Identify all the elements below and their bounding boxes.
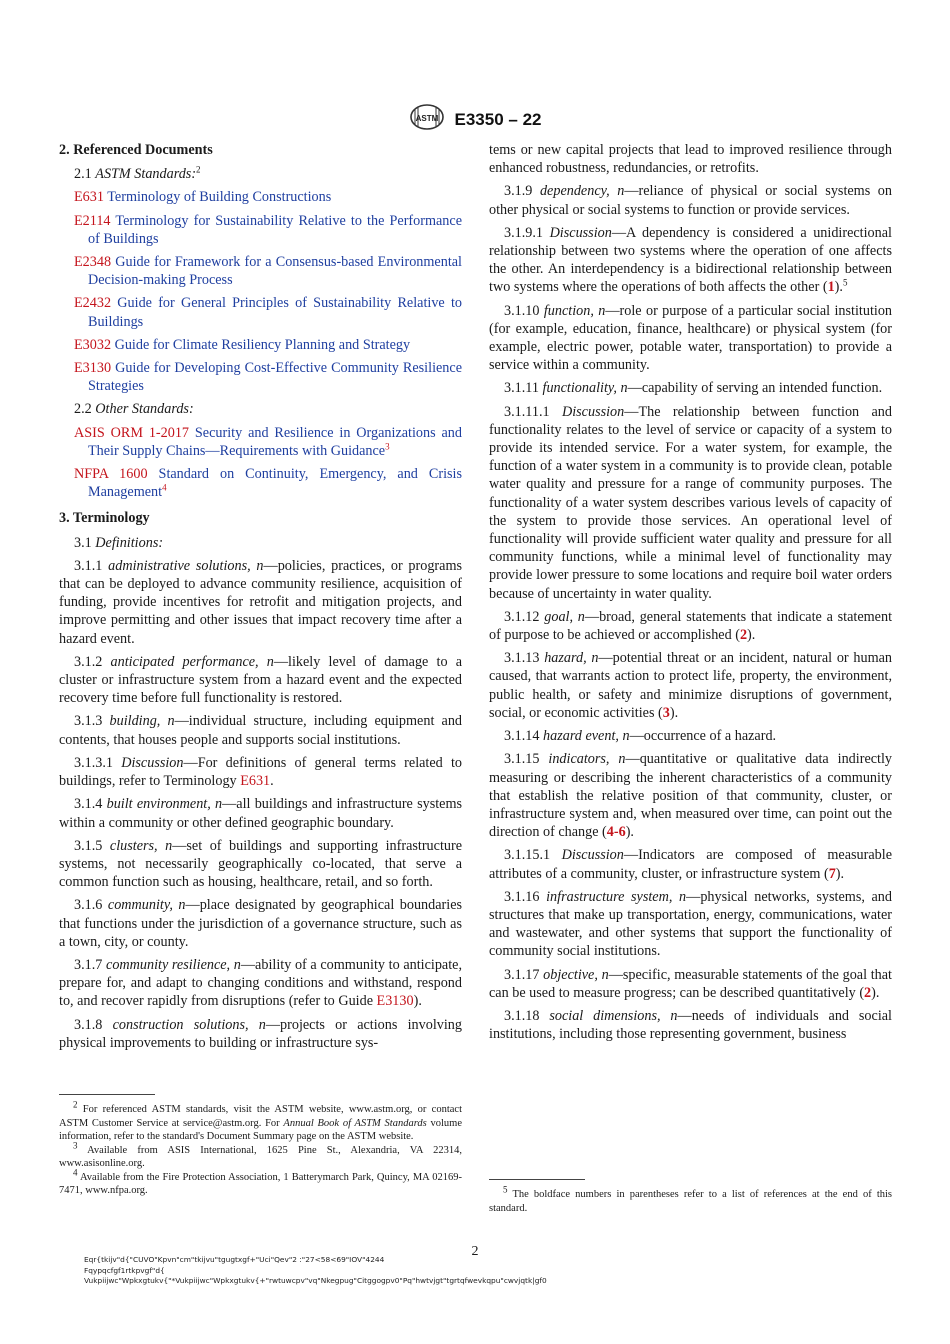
section-heading-terminology: 3. Terminology [59,510,150,527]
definition-term: building, n [109,713,175,730]
footnote-text: The boldface numbers in parentheses refer to a list of references at the end of this standard. [489,1189,892,1214]
reference-code-link[interactable]: E3032 [74,336,112,353]
definition-text: —place designated by geographical boundaries that functions under the jurisdiction of a governance structure, such as a town, city, or county. [59,897,463,950]
footnote [59,1140,462,1171]
footnotes-right [489,1184,892,1215]
definition-term: indicators, n [548,751,626,768]
footnote-text: Available from the Fire Protection Association, 1 Batterymarch Park, Quincy, MA 02169-7471, www.nfpa.org. [59,1171,462,1196]
license-line: Vukpiijwc"Wpkxgtukv{"*Vukpiijwc"Wpkxgtukv{+"rwtuwcpv"vq"Nkegpug"Citggogpv0"Pq"hwtvjgt"tgrtqfwevkqpu"cwvjqtk|gf0 [84,1276,547,1285]
definition-text-end: ). [871,984,880,1001]
definition-paragraph [489,379,892,397]
astm-ref [59,294,462,330]
standard-link[interactable]: E3130 [376,993,414,1010]
definition-text-end: ). [625,824,634,841]
definition-paragraph [59,795,462,831]
standard-link[interactable]: E631 [240,773,271,790]
definition-term: objective, n [543,966,609,983]
definition-number: 3.1.11 [504,380,543,397]
definition-number: 3.1.5 [74,837,110,854]
other-standards-label: 2.2 Other Standards: [74,401,194,418]
definition-number: 3.1.3.1 [74,754,122,771]
definition-number: 3.1.16 [504,888,547,905]
definition-term: Discussion [561,847,624,864]
other-reference-list [59,424,462,502]
left-column [59,141,462,1057]
definition-number: 3.1.7 [74,956,107,973]
definition-number: 3.1.6 [74,897,108,914]
reference-title-link[interactable]: Guide for Framework for a Consensus-based Environmental Decision-making Process [88,254,462,289]
reference-code-link[interactable]: E3130 [74,360,112,377]
footnote-mark: 3 [73,1140,78,1150]
reference-code-link[interactable]: E2114 [74,212,111,229]
definition-paragraph [59,837,462,892]
footnote [59,1167,462,1198]
reference-code-link[interactable]: ASIS ORM 1-2017 [74,424,190,441]
definition-term: social dimensions, n [549,1007,678,1024]
definition-text: —all buildings and infrastructure systems within a community or other defined geographic boundary. [59,796,463,831]
definition-number: 3.1.9.1 [504,224,550,241]
definition-text-end: ). [747,627,756,644]
definition-paragraph [489,966,892,1002]
astm-ref [59,253,462,289]
definition-text: —reliance of physical or social systems on other physical or social systems to function or provide services. [489,183,892,218]
definition-term: Discussion [561,403,625,420]
definition-number: 3.1.10 [504,302,544,319]
definition-text: —specific, measurable statements of the goal that can be used to measure progress; can be described quantitatively ( [489,966,892,1001]
reference-title-link[interactable]: Terminology for Sustainability Relative to the Performance of Buildings [88,212,462,247]
definition-paragraph [59,653,462,708]
license-line: Fqypqcfgf1rtkpvgf"d{ [84,1265,165,1275]
definition-text: —The relationship between function and functionality relates to the level of service or capacity of a system to provide its intended service. For a water system, for example, the function of a water system in a community is to provide clean, potable water quality and pressure for a range of community purposes. The functionality of a water system describes various levels of capacity of the system to provide those services. An operational level of functionality will provide sufficient water quality and pressure for all community functions, while a minimal level of functionality may provide lower pressure to some locations and require boil water orders because of uncertainty in water quality. [489,403,892,602]
footnote-text-end: volume information, refer to the standard's Document Summary page on the ASTM website. [59,1117,462,1142]
reference-title-link[interactable]: Guide for Climate Resiliency Planning and Strategy [111,336,411,353]
astm-ref [59,188,462,206]
right-column [489,141,892,1048]
definition-term: community resilience, n [106,956,241,973]
definition-term: administrative solutions, n [108,557,264,574]
definition-text: —broad, general statements that indicate a statement of purpose to be achieved or accomplished ( [489,608,893,644]
definition-paragraph [489,224,892,297]
footnote-marker: 3 [385,441,390,452]
definition-text: —projects or actions involving physical improvements to building or infrastructure sys- [59,1016,462,1051]
definition-text-end: ). [835,865,845,882]
terms-right [489,182,892,1043]
definition-term: community, n [107,897,186,914]
footnote-rule-left [59,1094,155,1095]
definition-number: 3.1.15 [504,751,549,768]
definition-term: clusters, n [109,837,173,854]
footnote-marker: 5 [842,277,848,288]
definition-paragraph [59,557,462,648]
definition-number: 3.1.18 [504,1007,550,1024]
other-ref [59,424,462,460]
definition-text: —quantitative or qualitative data indirectly measuring or describing the inherent characteristics of a community that establish the relative position of that community, cluster, or infrastructure system and, when measured over time, can point out the direction of change ( [489,751,893,841]
footnote-italic: Annual Book of ASTM Standards [283,1117,427,1129]
definition-number: 3.1.8 [74,1016,113,1033]
definition-term: hazard event, n [543,728,630,745]
footnote-mark: 5 [503,1184,508,1195]
reference-code-link[interactable]: NFPA 1600 [74,466,148,483]
definition-text: —capability of serving an intended function. [627,380,883,397]
reference-title-link[interactable]: Guide for General Principles of Sustainability Relative to Buildings [88,295,462,330]
license-stamp [84,1255,547,1287]
definition-number: 3.1.17 [504,966,544,983]
svg-text:ASTM: ASTM [415,114,438,123]
definition-paragraph [59,712,462,748]
reference-title-link[interactable]: Terminology of Building Constructions [103,189,332,206]
definition-term: goal, n [544,608,585,625]
reference-number-link[interactable]: 3 [662,704,670,721]
definition-term: infrastructure system, n [546,888,687,905]
definition-term: functionality, n [542,380,628,397]
footnote-rule-right [489,1179,585,1180]
definition-term: dependency, n [539,183,625,200]
definition-text: —role or purpose of a particular social institution (for example, education, finance, healthcare) or physical system (for example, electric power, potable water, transportation) to provide a service within a community. [489,302,893,374]
definition-text: —potential threat or an incident, natural or human caused, that warrants action to protect life, property, the environment, public health, or safety and minimize disruptions of government, social, or economic activities ( [489,650,893,721]
footnote-marker: 4 [162,482,167,493]
reference-title-link[interactable]: Security and Resilience in Organizations and Their Supply Chains—Requirements with Guidance [88,424,462,459]
definition-number: 3.1.1 [74,557,109,574]
astm-logo-icon [409,104,445,135]
definition-number: 3.1.12 [504,608,545,625]
footnote [59,1099,462,1144]
definition-paragraph [489,750,892,841]
definition-text: —A dependency is considered a unidirectional relationship between two systems where the operation of one affects the other. An interdependency is a bidirectional relationship between two systems where the operations of both affects the other ( [489,224,892,296]
standard-designation: E3350 – 22 [454,109,542,129]
astm-ref [59,359,462,395]
definition-text: —individual structure, including equipment and contents, that houses people and supports social institutions. [59,713,463,748]
definition-text-end: . [270,773,274,790]
astm-ref [59,212,462,248]
reference-code-link[interactable]: E2348 [74,254,112,271]
definition-paragraph [489,608,892,644]
page-number: 2 [471,1244,479,1259]
definition-number: 3.1.15.1 [504,847,562,864]
definition-term: anticipated performance, n [110,653,274,670]
definition-term: function, n [543,302,606,319]
definition-number: 3.1.2 [74,653,111,670]
definition-paragraph [489,403,892,603]
definition-paragraph [489,302,892,375]
definition-number: 3.1.13 [504,650,545,667]
definition-number: 3.1.14 [504,728,544,745]
astm-ref [59,336,462,354]
definition-paragraph [59,754,462,790]
definition-text: —policies, practices, or programs that can be deployed to advance community resilience, acquisition of funding, provide incentives for retrofit and mitigation projects, and improve permitting and other issues that impact recovery time after a hazard event. [59,557,463,647]
footnote-mark: 2 [73,1099,78,1110]
definition-number: 3.1.11.1 [504,403,562,420]
definition-text: —physical networks, systems, and structures that make up transportation, energy, communications, water and wastewater, and other systems that support the functionality of community social institutions. [489,888,892,960]
footnotes-left [59,1099,462,1198]
definition-text-end: ). [834,279,843,296]
license-line: Eqr{tkijv"d{"CUVO"Kpvn"cm"tkijvu"tgugtxgf+"Uci"Qev"2 :"27<58<69"IOV"4244 [84,1255,385,1264]
definition-term: Discussion [121,754,184,771]
definition-text: —Indicators are composed of measurable attributes of a community, cluster, or infrastructure system ( [489,847,892,882]
reference-number-link[interactable]: 1 [827,279,835,296]
astm-standards-label: 2.1 ASTM Standards:$^2$ [74,164,201,183]
definition-text: —ability of a community to anticipate, prepare for, and adapt to changing conditions and withstand, respond to, and recover rapidly from disruptions (refer to Guide [59,956,463,1010]
definition-paragraph [489,846,892,882]
reference-number-link[interactable]: 2 [739,627,748,644]
footnote-text: For referenced ASTM standards, visit the ASTM website, www.astm.org, or contact ASTM Customer Service at service@astm.org. For [59,1104,462,1129]
continuation-paragraph: tems or new capital projects that lead to improved resilience through enhanced robustness, redundancies, or retrofits. [489,142,892,177]
footnote [489,1184,892,1215]
definition-number: 3.1.4 [74,796,107,813]
definition-text: —occurrence of a hazard. [629,728,777,745]
reference-code-link[interactable]: E2432 [74,295,112,312]
other-ref [59,465,462,501]
definition-paragraph [489,888,892,961]
definition-number: 3.1.9 [504,183,540,200]
definition-paragraph [59,896,462,951]
definition-text: —For definitions of general terms related to buildings, refer to Terminology [59,754,462,790]
definitions-label: 3.1 Definitions: [74,534,164,551]
definition-paragraph [59,1016,462,1052]
definition-paragraph [489,727,892,745]
section-heading-referenced-documents: 2. Referenced Documents [59,142,213,158]
definition-term: Discussion [549,224,612,241]
definition-text: —likely level of damage to a cluster or infrastructure system from a hazard event and the expected recovery time before full functionality is restored. [59,653,462,707]
definition-number: 3.1.3 [74,713,110,730]
page-header [0,104,950,135]
definition-text: —set of buildings and supporting infrastructure systems, not necessarily geographically co-located, that serve a common function such as housing, healthcare, retail, and so forth. [59,837,463,891]
definition-text-end: ). [413,993,422,1010]
definition-term: built environment, n [106,796,223,813]
definition-text: —needs of individuals and social institutions, including those representing government, business [489,1007,893,1043]
definition-term: hazard, n [544,650,599,667]
reference-title-link[interactable]: Guide for Developing Cost-Effective Community Resilience Strategies [88,360,462,395]
definition-paragraph [59,956,462,1011]
reference-code-link[interactable]: E631 [74,189,104,206]
definition-paragraph [489,649,892,722]
reference-number-link[interactable]: 4-6 [606,824,626,841]
definition-term: construction solutions, n [112,1016,266,1033]
reference-title-link[interactable]: Standard on Continuity, Emergency, and Crisis Management [88,466,463,501]
reference-number-link[interactable]: 2 [864,984,872,1001]
definition-text-end: ). [669,704,679,721]
footnote-mark: 4 [73,1167,78,1177]
footnote-text: Available from ASIS International, 1625 Pine St., Alexandria, VA 22314, www.asisonline.org. [59,1144,462,1169]
definition-paragraph [489,1007,892,1043]
terms-left [59,557,462,1052]
reference-number-link[interactable]: 7 [828,865,836,882]
astm-reference-list [59,188,462,395]
definition-paragraph [489,182,892,218]
